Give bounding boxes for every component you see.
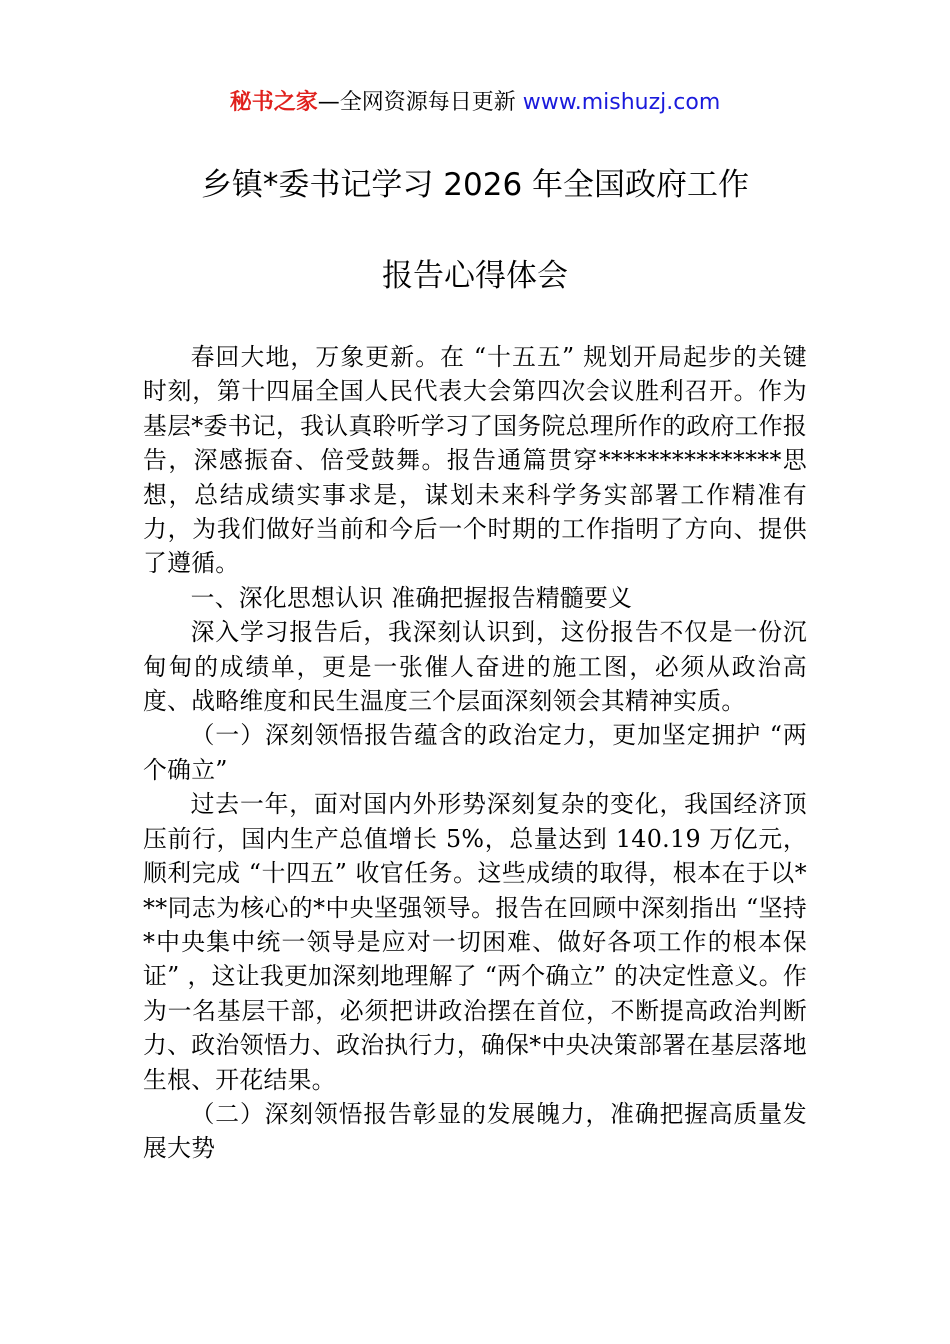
section-heading-1: 一、深化思想认识 准确把握报告精髓要义 (190, 583, 633, 612)
site-brand: 秘书之家 (229, 90, 318, 115)
document-title (60, 163, 890, 298)
paragraph-intro: 春回大地，万象更新。在 “十五五” 规划开局起步的关键时刻，第十四届全国人民代表大会第四次会议胜利召开。作为基层*委书记，我认真聆听学习了国务院总理所作的政府工作报告，深感振奋、倍受鼓舞。报告通篇贯穿***************思想，总结成绩实事求是，谋划未来科学务实部署工作精准有力，为我们做好当前和今后一个时期的工作指明了方向、提供了遵循。 (143, 343, 807, 578)
site-url-link[interactable]: www.mishuzj.com (522, 90, 721, 115)
subsection-heading-1: （一）深刻领悟报告蕴含的政治定力，更加坚定拥护 “两个确立” (143, 721, 807, 784)
title-line-1: 乡镇*委书记学习 2026 年全国政府工作 (200, 167, 750, 203)
paragraph-subsection-1: 过去一年，面对国内外形势深刻复杂的变化，我国经济顶压前行，国内生产总值增长 5%，总量达到 140.19 万亿元，顺利完成 “十四五” 收官任务。这些成绩的取得，根本在于以***同志为核心的*中央坚强领导。报告在回顾中深刻指出 “坚持*中央集中统一领导是应对一切困难、做好各项工作的根本保证” ，这让我更加深刻地理解了 “两个确立” 的决定性意义。作为一名基层干部，必须把讲政治摆在首位，不断提高政治判断力、政治领悟力、政治执行力，确保*中央决策部署在基层落地生根、开花结果。 (143, 790, 807, 1094)
title-line-2: 报告心得体会 (382, 258, 568, 294)
paragraph-section-1: 深入学习报告后，我深刻认识到，这份报告不仅是一份沉甸甸的成绩单，更是一张催人奋进的施工图，必须从政治高度、战略维度和民生温度三个层面深刻领会其精神实质。 (143, 618, 807, 716)
subsection-heading-2: （二）深刻领悟报告彰显的发展魄力，准确把握高质量发展大势 (143, 1099, 807, 1163)
site-tagline: —全网资源每日更新 (317, 90, 516, 115)
document-body (143, 340, 807, 1166)
site-header (0, 86, 950, 120)
